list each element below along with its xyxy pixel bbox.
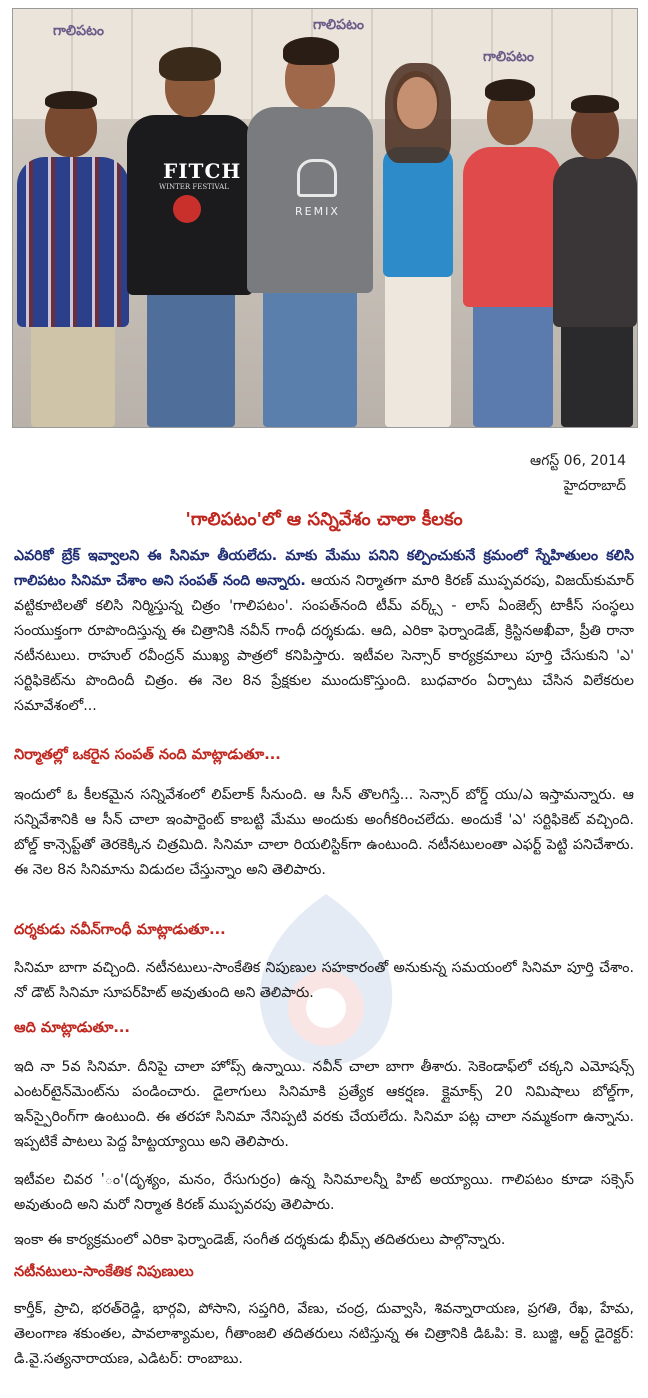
section-paragraph-kiran: ఇటీవల చివర 'ం'(దృశ్యం, మనం, రేసుగుర్రం) ఉన్న సినిమాలన్నీ హిట్ అయ్యాయి. గాలిపటం కూడా సక్సెస్ అవుతుంది అని మరో నిర్మాత కిరణ్ ముప్పవరపు తెలిపారు. — [14, 1172, 634, 1213]
section-paragraph-aadi: ఇది నా 5వ సినిమా. దీనిపై చాలా హోప్స్ ఉన్నాయి. నవీన్ చాలా బాగా తీశారు. సెకెండాఫ్‌లో చక్కని ఎమోషన్స్ ఎంటర్‌టైన్‌మెంట్‌ను పండించారు. డైలాగులు సినిమాకి ప్రత్యేక ఆకర్షణ. క్లైమాక్స్ 20 నిమిషాలు బోల్డ్‌గా, ఇన్‌స్పైరింగ్‌గా ఉంటుంది. ఈ తరహా సినిమా నేనిప్పటి వరకు చేయలేదు. సినిమా పట్ల చాలా నమ్మకంగా ఉన్నాను. ఇప్పటికే పాటలు పెద్ద హిట్టయ్యాయి అని తెలిపారు. — [14, 1059, 634, 1150]
poster-title: గాలిపటం — [53, 23, 105, 39]
section-heading-aadi: ఆది మాట్లాడుతూ... — [14, 1020, 130, 1036]
article-headline: 'గాలిపటం'లో ఆ సన్నివేశం చాలా కీలకం — [185, 509, 463, 530]
intro-lead: ఎవరికో బ్రేక్ ఇవ్వాలని ఈ సినిమా తీయలేదు. మాకు మేము పనిని కల్పించుకునే క్రమంలో స్నేహితులం కలిసి గాలిపటం సినిమా చేశాం అని సంపత్ నంది అన్నారు. — [14, 548, 634, 589]
section-heading-producer: నిర్మాతల్లో ఒకరైన సంపత్ నంది మాట్లాడుతూ... — [14, 747, 281, 763]
shirt-badge-icon — [173, 195, 201, 223]
article-date: ఆగస్ట్ 06, 2014 — [530, 453, 626, 469]
person-plaid-shirt — [13, 87, 133, 427]
intro-paragraph — [14, 544, 634, 719]
intro-rest: ఆయన నిర్మాతగా మారి కిరణ్ ముప్పవరపు, విజయ్‌కుమార్ వట్టికూటిలతో కలిసి నిర్మిస్తున్న చిత్రం 'గాలిపటం'. సంపత్‌నంది టీమ్ వర్క్స్ - లాస్ ఏంజెల్స్ టాకీస్ సంస్థలు సంయుక్తంగా రూపొందిస్తున్న ఈ చిత్రానికి నవీన్ గాంధీ దర్శకుడు. ఆది, ఎరికా ఫెర్నాండెజ్, క్రిస్టినఅఖీవా, ప్రీతి రానా నటీనటులు. రాహుల్ రవీంద్రన్ ముఖ్య పాత్రలో కనిపిస్తారు. ఇటీవల సెన్సార్ కార్యక్రమాలు పూర్తి చేసుకుని 'ఎ' సర్టిఫికెట్‌ను పొందిందీ చిత్రం. ఈ నెల 8న ప్రేక్షకుల ముందుకొస్తుంది. బుధవారం ఏర్పాటు చేసిన విలేకరుల సమావేశంలో... — [14, 573, 634, 714]
article-place: హైదరాబాద్ — [563, 478, 626, 494]
poster-title: గాలిపటం — [313, 17, 365, 33]
person-blue-top — [369, 37, 469, 427]
section-paragraph-producer: ఇందులో ఓ కీలకమైన సన్నివేశంలో లిప్‌లాక్ సీనుంది. ఆ సీన్ తొలగిస్తే... సెన్సార్ బోర్డ్ యు/ఎ ఇస్తామన్నారు. ఆ సన్నివేశానికి ఆ సీన్ చాలా ఇంపార్టెంట్ కాబట్టి మేము అందుకు అంగీకరించలేదు. అందుకే 'ఎ' సర్టిఫికెట్ వచ్చింది. బోల్డ్ కాన్సెప్ట్‌తో తెరకెక్కిన చిత్రమిది. సినిమా చాలా రియలిస్టిక్‌గా ఉంటుంది. నటీనటులంతా ఎఫర్ట్ పెట్టి పనిచేశారు. ఈ నెల 8న సినిమాను విడుదల చేస్తున్నాం అని తెలిపారు. — [14, 787, 634, 878]
section-paragraph-attendees: ఇంకా ఈ కార్యక్రమంలో ఎరికా ఫెర్నాండెజ్, సంగీత దర్శకుడు భీమ్స్ తదితరులు పాల్గొన్నారు. — [14, 1232, 506, 1248]
person-remix-tee — [245, 27, 375, 427]
section-heading-director: దర్శకుడు నవీన్‌గాంధీ మాట్లాడుతూ... — [14, 922, 226, 938]
section-paragraph-director: సినిమా బాగా వచ్చింది. నటీనటులు-సాంకేతిక నిపుణుల సహకారంతో అనుకున్న సమయంలో సినిమా పూర్తి చేశాం. నో డౌట్ సినిమా సూపర్‌హిట్ అవుతుంది అని తెలిపారు. — [14, 960, 634, 1001]
shirt-logo-text: REMIX — [295, 205, 340, 218]
shirt-logo-text: FITCH — [163, 159, 242, 183]
shirt-sub-text: WINTER FESTIVAL — [159, 183, 229, 191]
section-paragraph-cast-crew: కార్తీక్, ప్రాచి, భరత్‌రెడ్డి, భార్గవి, పోసాని, సప్తగిరి, వేణు, చంద్ర, దువ్వాసి, శివన్నారాయణ, ప్రగతి, రేఖ, హేమ, తెలంగాణ శకుంతల, పావలాశ్యామల, గీతాంజలి తదితరులు నటిస్తున్న ఈ చిత్రానికి డిఓపి: కె. బుజ్జి, ఆర్ట్ డైరెక్టర్: డి.వై.సత్యనారాయణ, ఎడిటర్: రాంబాబు. — [14, 1301, 634, 1367]
section-heading-cast-crew: నటీనటులు-సాంకేతిక నిపుణులు — [14, 1264, 194, 1280]
event-photo — [12, 8, 638, 428]
person-fitch-tee — [125, 37, 255, 427]
person-dark-shirt — [553, 87, 637, 427]
recycle-icon — [297, 159, 337, 197]
person-red-tee — [461, 67, 561, 427]
poster-title: గాలిపటం — [483, 49, 535, 65]
